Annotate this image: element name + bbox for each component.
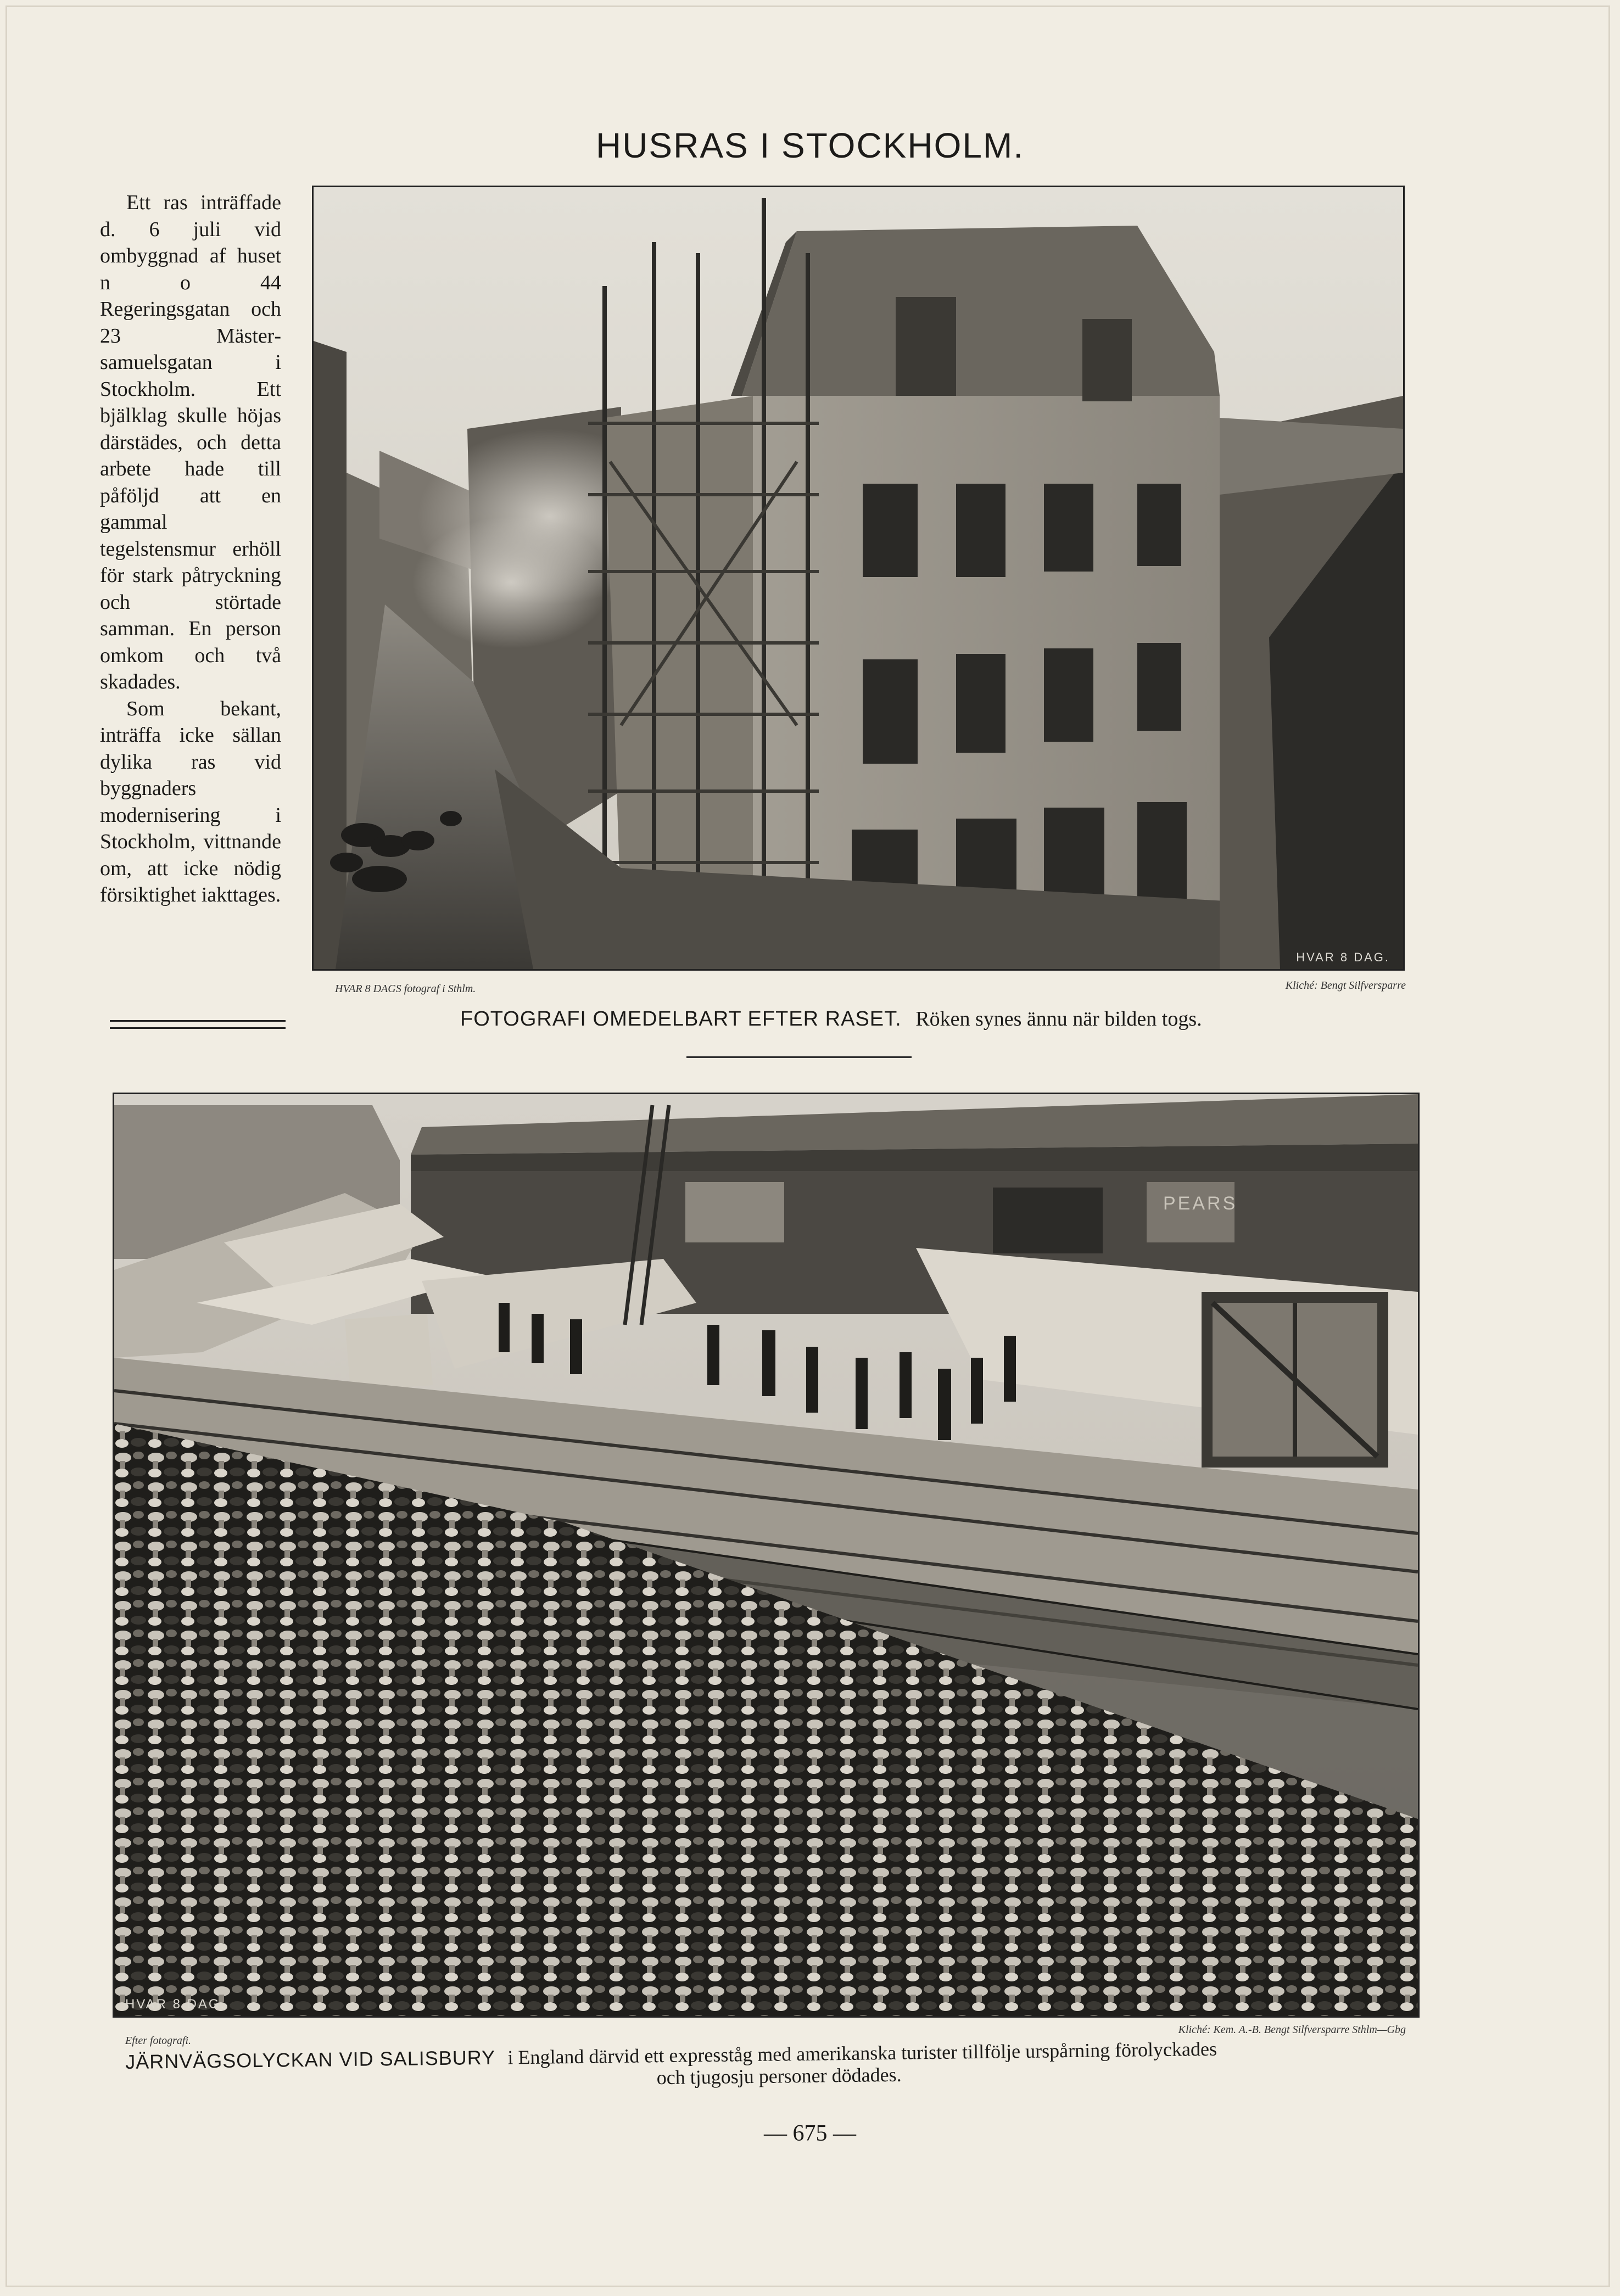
photo-2-caption-rest-2: och tjugosju personer dödades.: [656, 2063, 902, 2089]
photo-2-caption: [125, 2035, 1433, 2095]
photo-2-credit-right: Kliché: Kem. A.-B. Bengt Silfversparre Sthlm—Gbg: [1178, 2024, 1406, 2036]
photo-railway-accident: [113, 1093, 1420, 2018]
photo-building-collapse-image: [314, 187, 1403, 969]
middle-rule-divider: [686, 1056, 912, 1058]
photo-2-credit-left: Efter fotografi.: [125, 2035, 191, 2047]
photo-1-watermark: HVAR 8 DAG.: [1296, 950, 1390, 964]
photo-1-credit-right: Kliché: Bengt Silfversparre: [1285, 979, 1406, 992]
photo-2-watermark: HVAR 8 DAG.: [125, 1997, 226, 2012]
photo-1-credit-left: HVAR 8 DAGS fotograf i Sthlm.: [335, 983, 476, 995]
article-paragraph-2: Som bekant, inträffa icke sällan dylika ras vid byggnaders modernisering i Stockholm, vittnande om, att icke nödig försiktighet iakttages.: [100, 697, 281, 906]
photo-1-caption: [460, 1007, 1202, 1031]
article-paragraph-1: Ett ras inträffade d. 6 juli vid ombyggnad af huset n o 44 Regeringsgatan och 23 Mästersamuelsgatan i Stockholm. Ett bjälklag skulle höjas därstädes, och detta arbete hade till påföljd att en gammal tegelstensmur erhöll för stark påtryckning och störtade samman. En person omkom och två skadades.: [100, 191, 281, 693]
page-number: — 675 —: [764, 2121, 856, 2146]
photo-1-caption-rest: Röken synes ännu när bilden togs.: [915, 1007, 1202, 1031]
photo-railway-accident-image: [114, 1094, 1418, 2016]
photo-2-station-sign: PEARS: [1163, 1193, 1238, 1214]
photo-2-caption-rest-1: i England därvid ett expresståg med amerikanska turister tillfölje urspårning förolyckades: [507, 2037, 1217, 2069]
photo-2-caption-main: JÄRNVÄGSOLYCKAN VID SALISBURY: [125, 2046, 495, 2073]
photo-building-collapse: [312, 186, 1405, 971]
article-text: [100, 189, 281, 909]
photo-1-caption-main: FOTOGRAFI OMEDELBART EFTER RASET.: [460, 1007, 902, 1031]
page-title: HUSRAS I STOCKHOLM.: [595, 125, 1025, 165]
double-rule-divider: [110, 1020, 286, 1029]
